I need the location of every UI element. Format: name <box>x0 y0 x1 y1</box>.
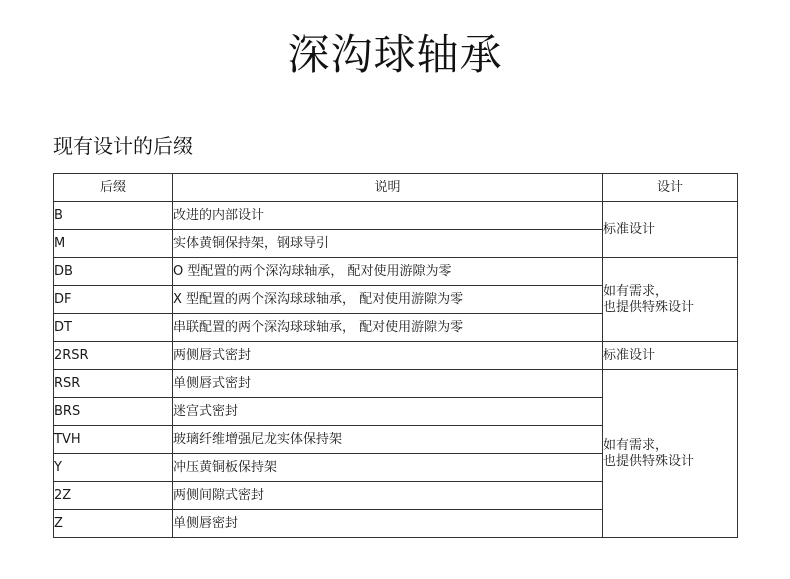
description-cell: 两侧间隙式密封 <box>173 482 603 510</box>
suffix-cell: 2RSR <box>54 342 173 370</box>
suffix-table <box>53 173 738 538</box>
design-cell <box>603 202 738 258</box>
description-cell: 迷宫式密封 <box>173 398 603 426</box>
design-text: 也提供特殊设计 <box>603 299 695 315</box>
description-cell: 改进的内部设计 <box>173 202 603 230</box>
suffix-cell: BRS <box>54 398 173 426</box>
suffix-cell: Y <box>54 454 173 482</box>
header-design: 设计 <box>603 174 738 202</box>
design-cell <box>603 342 738 370</box>
suffix-cell: B <box>54 202 173 230</box>
table-row <box>54 202 738 230</box>
section-title: 现有设计的后缀 <box>53 134 193 158</box>
design-text: 如有需求， <box>603 283 669 299</box>
suffix-cell: 2Z <box>54 482 173 510</box>
description-cell: X 型配置的两个深沟球球轴承， 配对使用游隙为零 <box>173 286 603 314</box>
design-text: 也提供特殊设计 <box>603 453 695 469</box>
description-cell: 冲压黄铜板保持架 <box>173 454 603 482</box>
design-text: 标准设计 <box>603 221 656 237</box>
suffix-cell: Z <box>54 510 173 538</box>
page-title: 深沟球轴承 <box>287 30 503 79</box>
suffix-cell: TVH <box>54 426 173 454</box>
design-cell <box>603 370 738 538</box>
suffix-cell: DT <box>54 314 173 342</box>
header-description: 说明 <box>173 174 603 202</box>
suffix-cell: RSR <box>54 370 173 398</box>
table-row <box>54 370 738 398</box>
description-cell: 两侧唇式密封 <box>173 342 603 370</box>
header-suffix: 后缀 <box>54 174 173 202</box>
suffix-cell: DB <box>54 258 173 286</box>
description-cell: 单侧唇密封 <box>173 510 603 538</box>
design-cell <box>603 258 738 342</box>
design-text: 如有需求， <box>603 437 669 453</box>
table-row <box>54 342 738 370</box>
description-cell: 串联配置的两个深沟球球轴承， 配对使用游隙为零 <box>173 314 603 342</box>
suffix-cell: M <box>54 230 173 258</box>
description-cell: 玻璃纤维增强尼龙实体保持架 <box>173 426 603 454</box>
design-text: 标准设计 <box>603 347 656 363</box>
table-row <box>54 258 738 286</box>
suffix-cell: DF <box>54 286 173 314</box>
description-cell: O 型配置的两个深沟球轴承， 配对使用游隙为零 <box>173 258 603 286</box>
description-cell: 实体黄铜保持架，钢球导引 <box>173 230 603 258</box>
description-cell: 单侧唇式密封 <box>173 370 603 398</box>
table-header-row <box>54 174 738 202</box>
